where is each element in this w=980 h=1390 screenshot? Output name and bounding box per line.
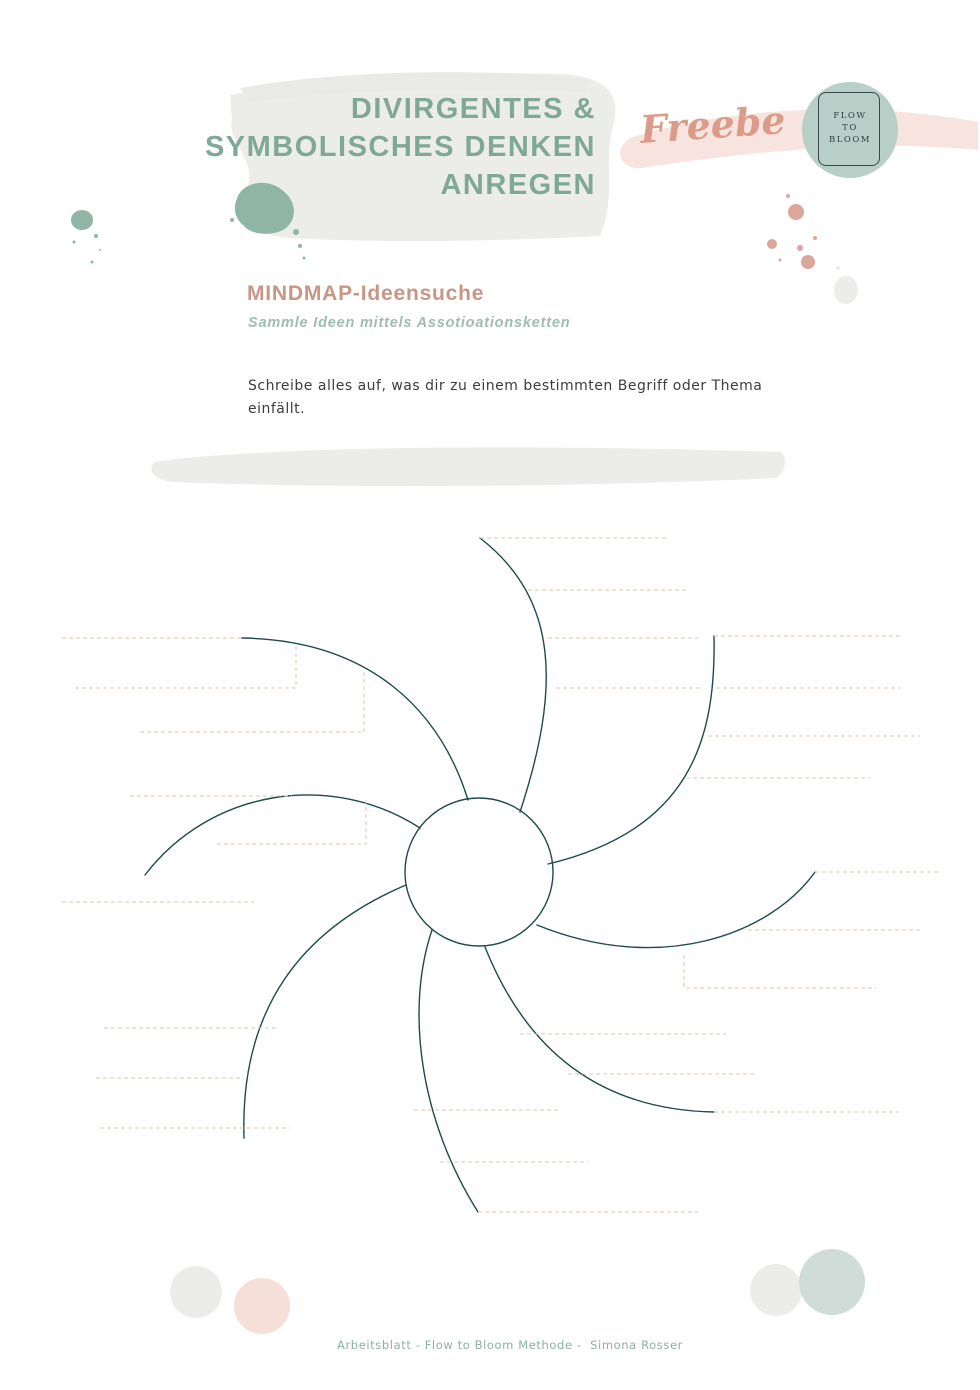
branch-right bbox=[537, 872, 815, 948]
branch-bottom-right bbox=[485, 947, 714, 1112]
branch-left bbox=[145, 795, 420, 875]
page-title bbox=[205, 90, 596, 204]
branch-top bbox=[480, 538, 546, 812]
green-splatter-left bbox=[71, 210, 101, 264]
branch-top-left bbox=[242, 638, 468, 800]
logo-line: BLOOM bbox=[828, 135, 872, 145]
footer-credit: Arbeitsblatt - Flow to Bloom Methode - Simona Rosser bbox=[337, 1338, 683, 1352]
writing-lines bbox=[62, 538, 938, 1212]
mindmap-center-circle bbox=[405, 798, 553, 946]
flow-to-bloom-logo bbox=[802, 82, 898, 178]
branch-bottom-left bbox=[244, 885, 406, 1138]
branch-bottom bbox=[419, 930, 478, 1212]
writing-line bbox=[72, 646, 296, 688]
instruction-text: Schreibe alles auf, was dir zu einem bestimmten Begriff oder Thema einfällt. bbox=[248, 378, 763, 417]
title-line: ANREGEN bbox=[440, 169, 596, 201]
writing-line bbox=[140, 672, 364, 732]
rose-splatter bbox=[767, 194, 817, 269]
title-line: DIVIRGENTES & bbox=[350, 93, 596, 125]
decorative-circles bbox=[170, 1249, 865, 1334]
logo-line: FLOW bbox=[833, 111, 867, 121]
logo-text bbox=[802, 110, 898, 146]
branch-top-right bbox=[548, 636, 714, 864]
section-brush-stroke bbox=[151, 447, 785, 486]
freebe-badge: Freebe bbox=[638, 96, 787, 153]
grey-splatter bbox=[834, 266, 858, 304]
section-heading: MINDMAP-Ideensuche bbox=[247, 282, 485, 305]
writing-line bbox=[684, 955, 876, 988]
logo-line: TO bbox=[842, 123, 858, 133]
section-subheading: Sammle Ideen mittels Assotioationsketten bbox=[248, 315, 571, 331]
mindmap-branches bbox=[145, 538, 815, 1212]
title-line: SYMBOLISCHES DENKEN bbox=[204, 131, 596, 163]
